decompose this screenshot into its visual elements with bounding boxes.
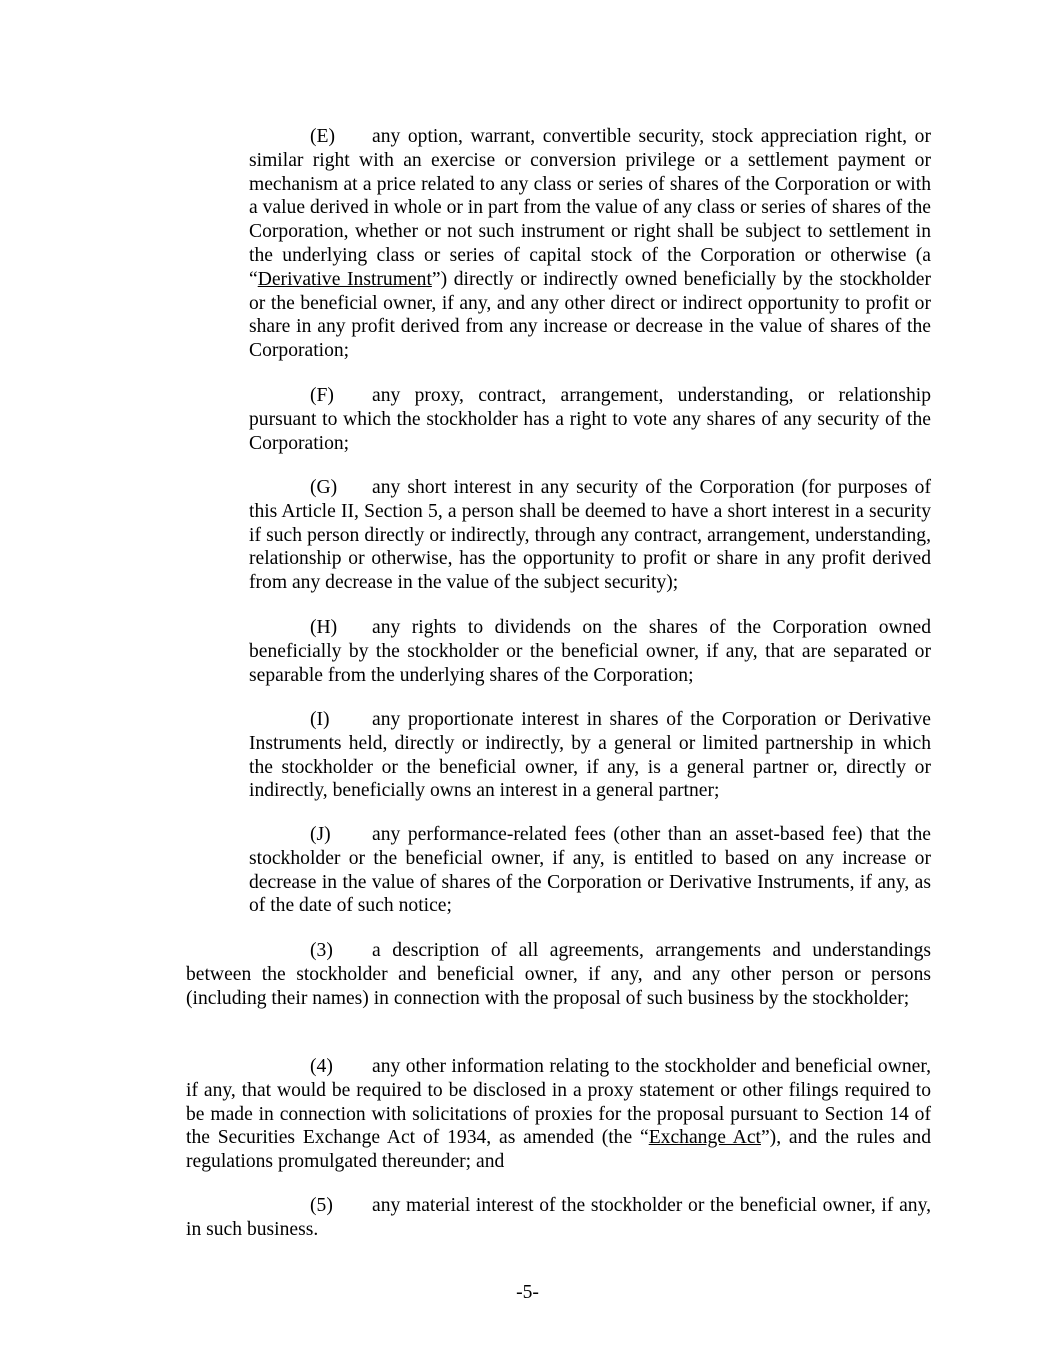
clause-f <box>249 384 931 455</box>
clause-label: (5) <box>310 1195 333 1216</box>
clause-j <box>249 823 931 918</box>
clause-4 <box>186 1055 931 1174</box>
clause-h <box>249 616 931 687</box>
clause-text: any option, warrant, convertible security, stock appreciation right, or similar right with an exercise or conversion privilege or a settlement payment or mechanism at a price related to any class or series of shares of the Corporation or with a value derived in whole or in part from the value of any class or series of shares of the Corporation, whether or not such instrument or right shall be subject to settlement in the underlying class or series of capital stock of the Corporation or otherwise (a “ <box>249 126 931 290</box>
clause-5 <box>186 1194 931 1242</box>
clause-text: ”) directly or indirectly owned beneficially by the stockholder or the beneficial owner, if any, and any other direct or indirect opportunity to profit or share in any profit derived from any increase or decrease in the value of shares of the Corporation; <box>249 268 931 362</box>
clause-text: a description of all agreements, arrangements and understandings between the stockholder and beneficial owner, if any, and any other person or persons (including their names) in connection with the proposal of such business by the stockholder; <box>186 940 931 1009</box>
clause-text: any other information relating to the stockholder and beneficial owner, if any, that would be required to be disclosed in a proxy statement or other filings required to be made in connection with solicitations of proxies for the proposal pursuant to Section 14 of the Securities Exchange Act of 1934, as amended (the “ <box>186 1056 931 1149</box>
clause-g <box>249 476 931 595</box>
page-number: -5- <box>516 1282 539 1303</box>
clause-label: (4) <box>310 1056 333 1077</box>
clause-i <box>249 708 931 803</box>
clause-label: (J) <box>310 824 331 845</box>
clause-e <box>249 125 931 363</box>
clause-label: (H) <box>310 617 338 638</box>
clause-text: any material interest of the stockholder or the beneficial owner, if any, in such business. <box>186 1195 931 1240</box>
clause-text: ”), and the rules and regulations promulgated thereunder; and <box>186 1127 931 1173</box>
clause-label: (E) <box>310 126 336 147</box>
clause-text: any proxy, contract, arrangement, understanding, or relationship pursuant to which the stockholder has a right to vote any shares of any security of the Corporation; <box>249 385 931 454</box>
clause-text: any rights to dividends on the shares of the Corporation owned beneficially by the stockholder or the beneficial owner, if any, that are separated or separable from the underlying shares of the Corporation; <box>249 617 931 686</box>
clause-label: (3) <box>310 940 333 961</box>
clause-text: any proportionate interest in shares of the Corporation or Derivative Instruments held, directly or indirectly, by a general or limited partnership in which the stockholder or the beneficial owner, if any, is a general partner or, directly or indirectly, beneficially owns an interest in a general partner; <box>249 709 931 802</box>
clause-3 <box>186 939 931 1010</box>
clause-label: (I) <box>310 709 330 730</box>
defined-term-exchange-act: Exchange Act <box>648 1127 761 1149</box>
clause-label: (F) <box>310 385 334 406</box>
clause-text: any performance-related fees (other than an asset-based fee) that the stockholder or the beneficial owner, if any, is entitled to based on any increase or decrease in the value of shares of the Corporation or Derivative Instruments, if any, as of the date of such notice; <box>249 824 931 917</box>
clause-text: any short interest in any security of the Corporation (for purposes of this Article II, Section 5, a person shall be deemed to have a short interest in a security if such person directly or indirectly, through any contract, arrangement, understanding, relationship or otherwise, has the opportunity to profit or share in any profit derived from any decrease in the value of the subject security); <box>249 477 931 594</box>
defined-term-derivative-instrument: Derivative Instrument <box>257 268 432 290</box>
clause-label: (G) <box>310 477 338 498</box>
